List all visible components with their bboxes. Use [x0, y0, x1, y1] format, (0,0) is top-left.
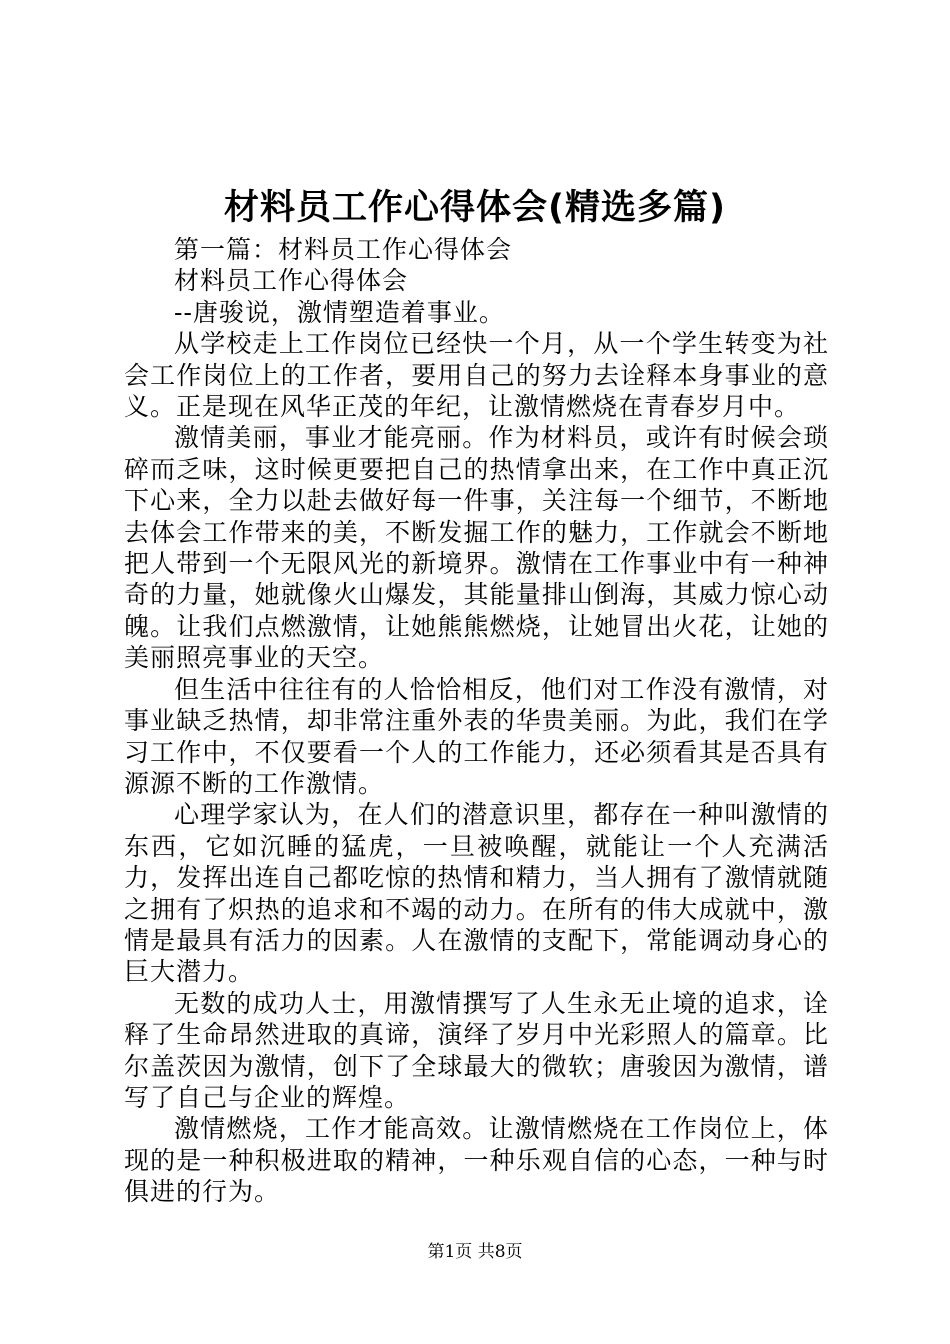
document-body	[124, 234, 829, 1208]
section-heading: 第一篇：材料员工作心得体会	[174, 235, 513, 264]
body-paragraph: 无数的成功人士，用激情撰写了人生永无止境的追求，诠释了生命昂然进取的真谛，演绎了岁月中光彩照人的篇章。比尔盖茨因为激情，创下了全球最大的微软；唐骏因为激情，谱写了自己与企业的辉煌。	[124, 988, 829, 1112]
quote-line: --唐骏说，激情塑造着事业。	[174, 297, 505, 327]
body-paragraph: 激情燃烧，工作才能高效。让激情燃烧在工作岗位上，体现的是一种积极进取的精神，一种乐观自信的心态，一种与时俱进的行为。	[124, 1114, 829, 1207]
document-title: 材料员工作心得体会(精选多篇)	[224, 188, 726, 228]
article-title: 材料员工作心得体会	[174, 266, 409, 296]
body-paragraph: 心理学家认为，在人们的潜意识里，都存在一种叫激情的东西，它如沉睡的猛虎，一旦被唤醒，就能让一个人充满活力，发挥出连自己都吃惊的热情和精力，当人拥有了激情就随之拥有了炽热的追求和不竭的动力。在所有的伟大成就中，激情是最具有活力的因素。人在激情的支配下，常能调动身心的巨大潜力。	[124, 800, 829, 987]
body-paragraph: 但生活中往往有的人恰恰相反，他们对工作没有激情，对事业缺乏热情，却非常注重外表的华贵美丽。为此，我们在学习工作中，不仅要看一个人的工作能力，还必须看其是否具有源源不断的工作激情。	[124, 674, 829, 798]
page-number-footer: 第1页 共8页	[427, 1242, 523, 1262]
body-paragraph: 激情美丽，事业才能亮丽。作为材料员，或许有时候会琐碎而乏味，这时候更要把自己的热情拿出来，在工作中真正沉下心来，全力以赴去做好每一件事，关注每一个细节，不断地去体会工作带来的美，不断发掘工作的魅力，工作就会不断地把人带到一个无限风光的新境界。激情在工作事业中有一种神奇的力量，她就像火山爆发，其能量排山倒海，其威力惊心动魄。让我们点燃激情，让她熊熊燃烧，让她冒出火花，让她的美丽照亮事业的天空。	[124, 423, 829, 673]
body-paragraph: 从学校走上工作岗位已经快一个月，从一个学生转变为社会工作岗位上的工作者，要用自己的努力去诠释本身事业的意义。正是现在风华正茂的年纪，让激情燃烧在青春岁月中。	[124, 329, 829, 422]
